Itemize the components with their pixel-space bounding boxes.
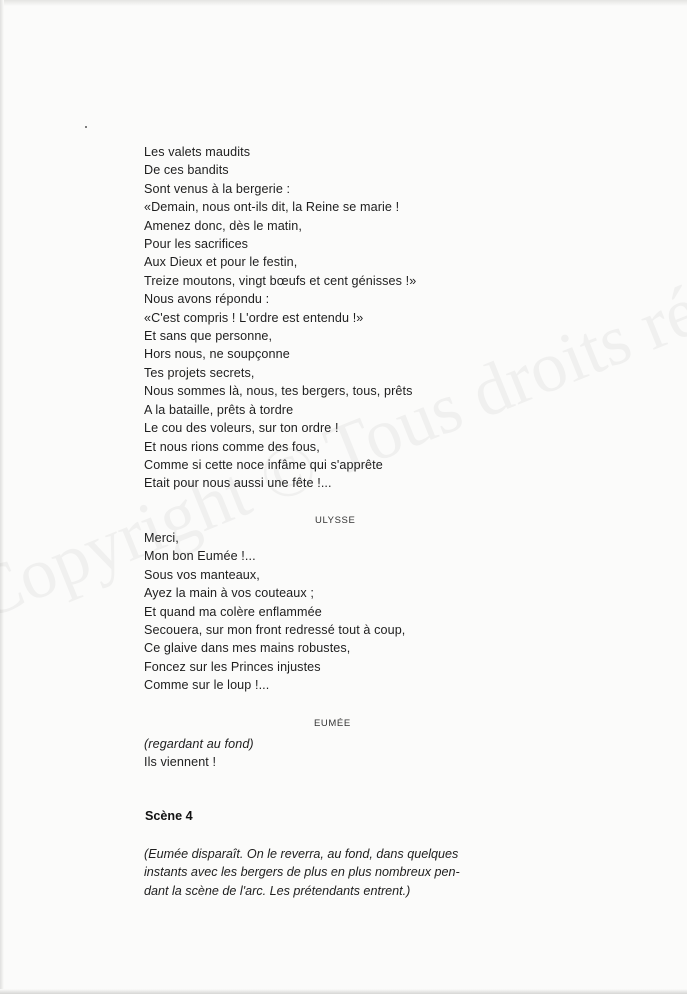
stanza-eumee-speech <box>144 143 416 493</box>
verse-line: Merci, <box>144 531 179 545</box>
verse-line: Treize moutons, vingt bœufs et cent génisses !» <box>144 273 417 288</box>
verse-line: Pour les sacrifices <box>144 237 249 252</box>
verse-line: Le cou des voleurs, sur ton ordre ! <box>144 421 339 436</box>
verse-line: Secouera, sur mon front redressé tout à coup, <box>144 623 406 638</box>
stanza-ulysse-reply <box>144 529 405 695</box>
verse-line: Les valets maudits <box>144 145 251 159</box>
stage-direction-block <box>144 845 524 900</box>
page-edge-top <box>0 0 687 6</box>
verse-line: A la bataille, prêts à tordre <box>144 402 294 417</box>
verse-line: Etait pour nous aussi une fête !... <box>144 476 332 491</box>
verse-line: Comme si cette noce infâme qui s'apprête <box>144 457 383 472</box>
verse-line: Sous vos manteaux, <box>144 567 260 582</box>
stage-direction-line: dant la scène de l'arc. Les prétendants entrent.) <box>144 883 411 898</box>
verse-line: Ayez la main à vos couteaux ; <box>144 586 314 601</box>
verse-line: «Demain, nous ont-ils dit, la Reine se marie ! <box>144 200 400 215</box>
speaker-name-ulysse: ULYSSE <box>315 515 356 526</box>
verse-line: Mon bon Eumée !... <box>144 549 256 564</box>
verse-line: Foncez sur les Princes injustes <box>144 659 321 674</box>
verse-line: Aux Dieux et pour le festin, <box>144 255 298 270</box>
speaker-name-eumee: EUMÉE <box>314 718 351 729</box>
stage-direction-line: instants avec les bergers de plus en plus nombreux pen- <box>144 865 460 880</box>
page-edge-left <box>0 0 4 994</box>
verse-line: Ce glaive dans mes mains robustes, <box>144 641 351 656</box>
verse-line: Comme sur le loup !... <box>144 678 270 693</box>
stage-direction-inline: (regardant au fond) <box>144 737 254 751</box>
verse-line: Nous sommes là, nous, tes bergers, tous, prêts <box>144 384 413 399</box>
verse-line: Hors nous, ne soupçonne <box>144 347 290 362</box>
verse-line: Amenez donc, dès le matin, <box>144 218 303 233</box>
verse-line: Et quand ma colère enflammée <box>144 604 322 619</box>
verse-line: Sont venus à la bergerie : <box>144 181 291 196</box>
verse-line: Et nous rions comme des fous, <box>144 439 320 454</box>
stanza-eumee-warning <box>144 735 254 772</box>
verse-line: Et sans que personne, <box>144 329 273 344</box>
verse-line: De ces bandits <box>144 163 229 178</box>
stage-direction-line: (Eumée disparaît. On le reverra, au fond, dans quelques <box>144 847 459 861</box>
ink-speck <box>85 126 87 128</box>
verse-line: Ils viennent ! <box>144 755 217 770</box>
scene-heading: Scène 4 <box>145 809 193 823</box>
verse-line: Nous avons répondu : <box>144 292 270 307</box>
verse-line: Tes projets secrets, <box>144 365 255 380</box>
page-edge-bottom <box>0 989 687 994</box>
verse-line: «C'est compris ! L'ordre est entendu !» <box>144 310 364 325</box>
